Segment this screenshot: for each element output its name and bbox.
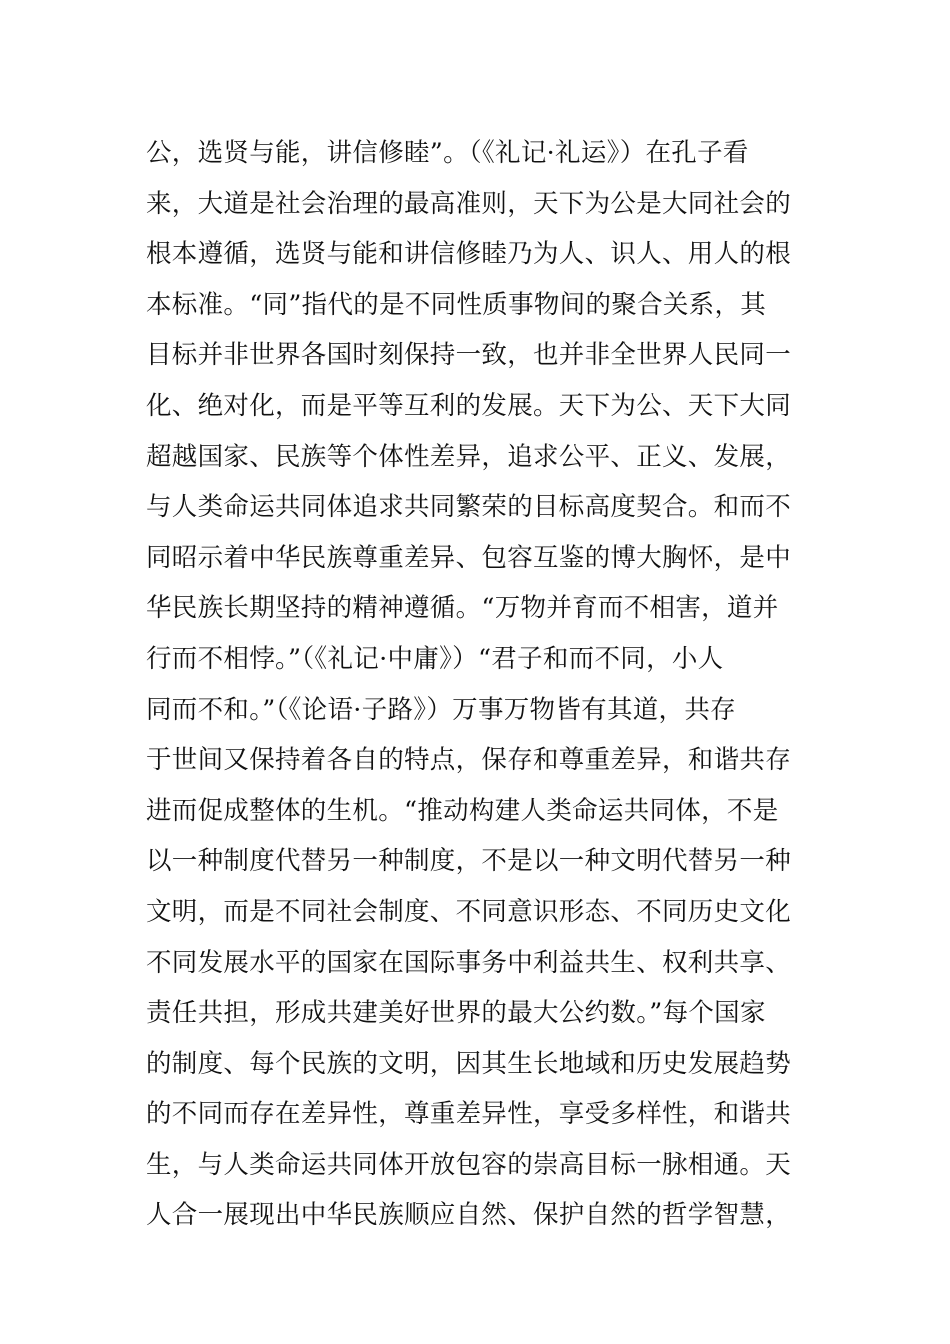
text-line: 行而不相悖。”（《礼记·中庸》）“君子和而不同，小人 bbox=[146, 643, 724, 674]
text-line: 生，与人类命运共同体开放包容的崇高目标一脉相通。天 bbox=[146, 1149, 792, 1180]
text-line: 的不同而存在差异性，尊重差异性，享受多样性，和谐共 bbox=[146, 1099, 792, 1130]
text-line: 同而不和。”（《论语·子路》）万事万物皆有其道，共存 bbox=[146, 694, 736, 725]
text-line: 目标并非世界各国时刻保持一致，也并非全世界人民同一 bbox=[146, 340, 792, 371]
text-line: 同昭示着中华民族尊重差异、包容互鉴的博大胸怀，是中 bbox=[146, 542, 792, 573]
text-line: 以一种制度代替另一种制度，不是以一种文明代替另一种 bbox=[146, 846, 792, 877]
text-line: 的制度、每个民族的文明，因其生长地域和历史发展趋势 bbox=[146, 1048, 792, 1079]
text-line: 与人类命运共同体追求共同繁荣的目标高度契合。和而不 bbox=[146, 492, 792, 523]
text-line: 公，选贤与能，讲信修睦”。（《礼记·礼运》）在孔子看 bbox=[146, 138, 749, 168]
text-line: 根本遵循，选贤与能和讲信修睦乃为人、识人、用人的根 bbox=[146, 239, 792, 270]
text-line: 本标准。“同”指代的是不同性质事物间的聚合关系，其 bbox=[146, 289, 767, 320]
text-line: 责任共担，形成共建美好世界的最大公约数。”每个国家 bbox=[146, 998, 766, 1029]
text-line: 进而促成整体的生机。“推动构建人类命运共同体，不是 bbox=[146, 795, 779, 826]
body-paragraph bbox=[146, 128, 816, 1241]
text-line: 化、绝对化，而是平等互利的发展。天下为公、天下大同 bbox=[146, 390, 792, 421]
text-line: 于世间又保持着各自的特点，保存和尊重差异，和谐共存 bbox=[146, 745, 792, 776]
text-line: 文明，而是不同社会制度、不同意识形态、不同历史文化 bbox=[146, 896, 792, 927]
text-line: 人合一展现出中华民族顺应自然、保护自然的哲学智慧， bbox=[146, 1200, 792, 1231]
text-line: 超越国家、民族等个体性差异，追求公平、正义、发展， bbox=[146, 441, 792, 472]
text-line: 不同发展水平的国家在国际事务中利益共生、权利共享、 bbox=[146, 947, 792, 978]
text-line: 华民族长期坚持的精神遵循。“万物并育而不相害，道并 bbox=[146, 593, 779, 624]
text-line: 来，大道是社会治理的最高准则，天下为公是大同社会的 bbox=[146, 188, 792, 219]
